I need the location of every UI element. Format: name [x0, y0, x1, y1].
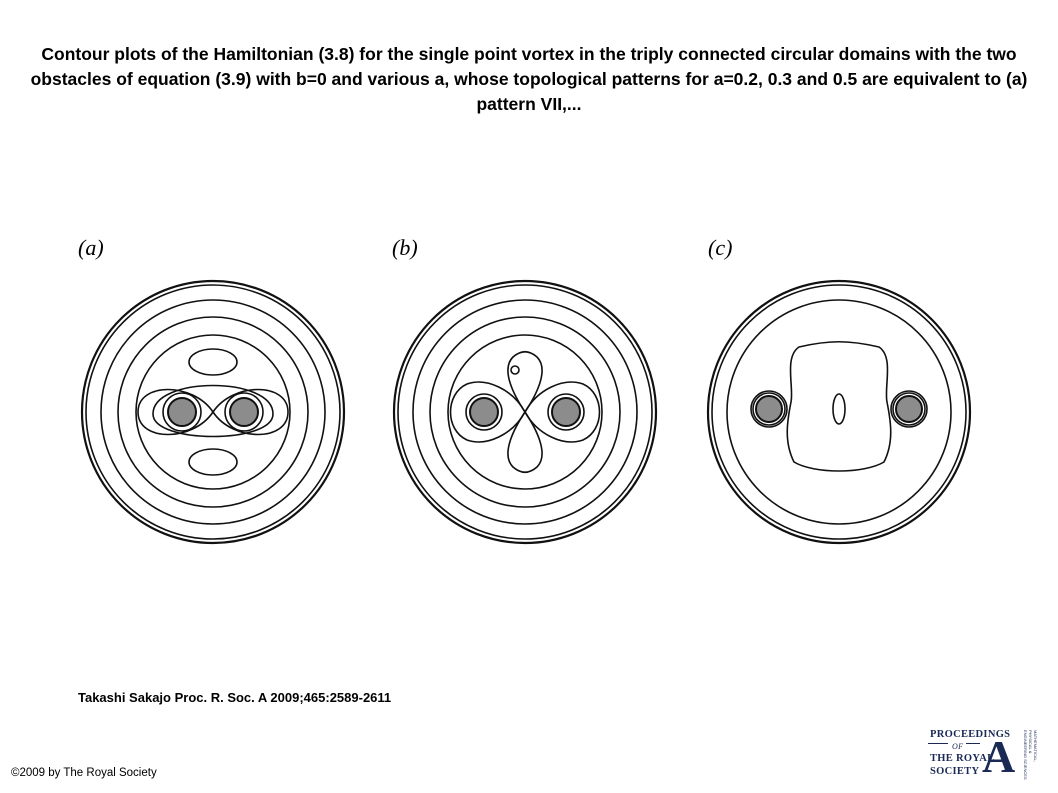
panel-label-a: (a): [78, 235, 104, 260]
citation: Takashi Sakajo Proc. R. Soc. A 2009;465:2589-2611: [78, 690, 392, 705]
contour-panel-b: [390, 277, 660, 547]
figure-title: Contour plots of the Hamiltonian (3.8) for the single point vortex in the triply connected circular domains with the two obstacles of equation (3.9) with b=0 and various a, whose topological patterns for a=0.2, 0.3 and 0.5 are equivalent to (a) pattern VII,...: [30, 44, 1028, 114]
logo-rule-left: [928, 743, 948, 744]
copyright-notice: ©2009 by The Royal Society: [11, 767, 157, 779]
panel-label-b: (b): [392, 235, 418, 260]
logo-line-proceedings: PROCEEDINGS: [930, 729, 1011, 740]
logo-line-society: SOCIETY: [930, 766, 980, 777]
panel-label-c: (c): [708, 235, 733, 260]
logo-a-mark: A: [982, 731, 1016, 782]
logo-line-the-royal: THE ROYAL: [930, 753, 995, 764]
royal-society-logo: [922, 726, 1042, 784]
contour-panel-c: [704, 277, 974, 547]
contour-panel-a: [78, 277, 348, 547]
logo-rule-right: [966, 743, 980, 744]
contour-figure: [60, 225, 1000, 555]
logo-line-of: OF: [952, 742, 964, 751]
logo-side-text: MATHEMATICAL, PHYSICAL & ENGINEERING SCIENCES: [1023, 730, 1038, 780]
